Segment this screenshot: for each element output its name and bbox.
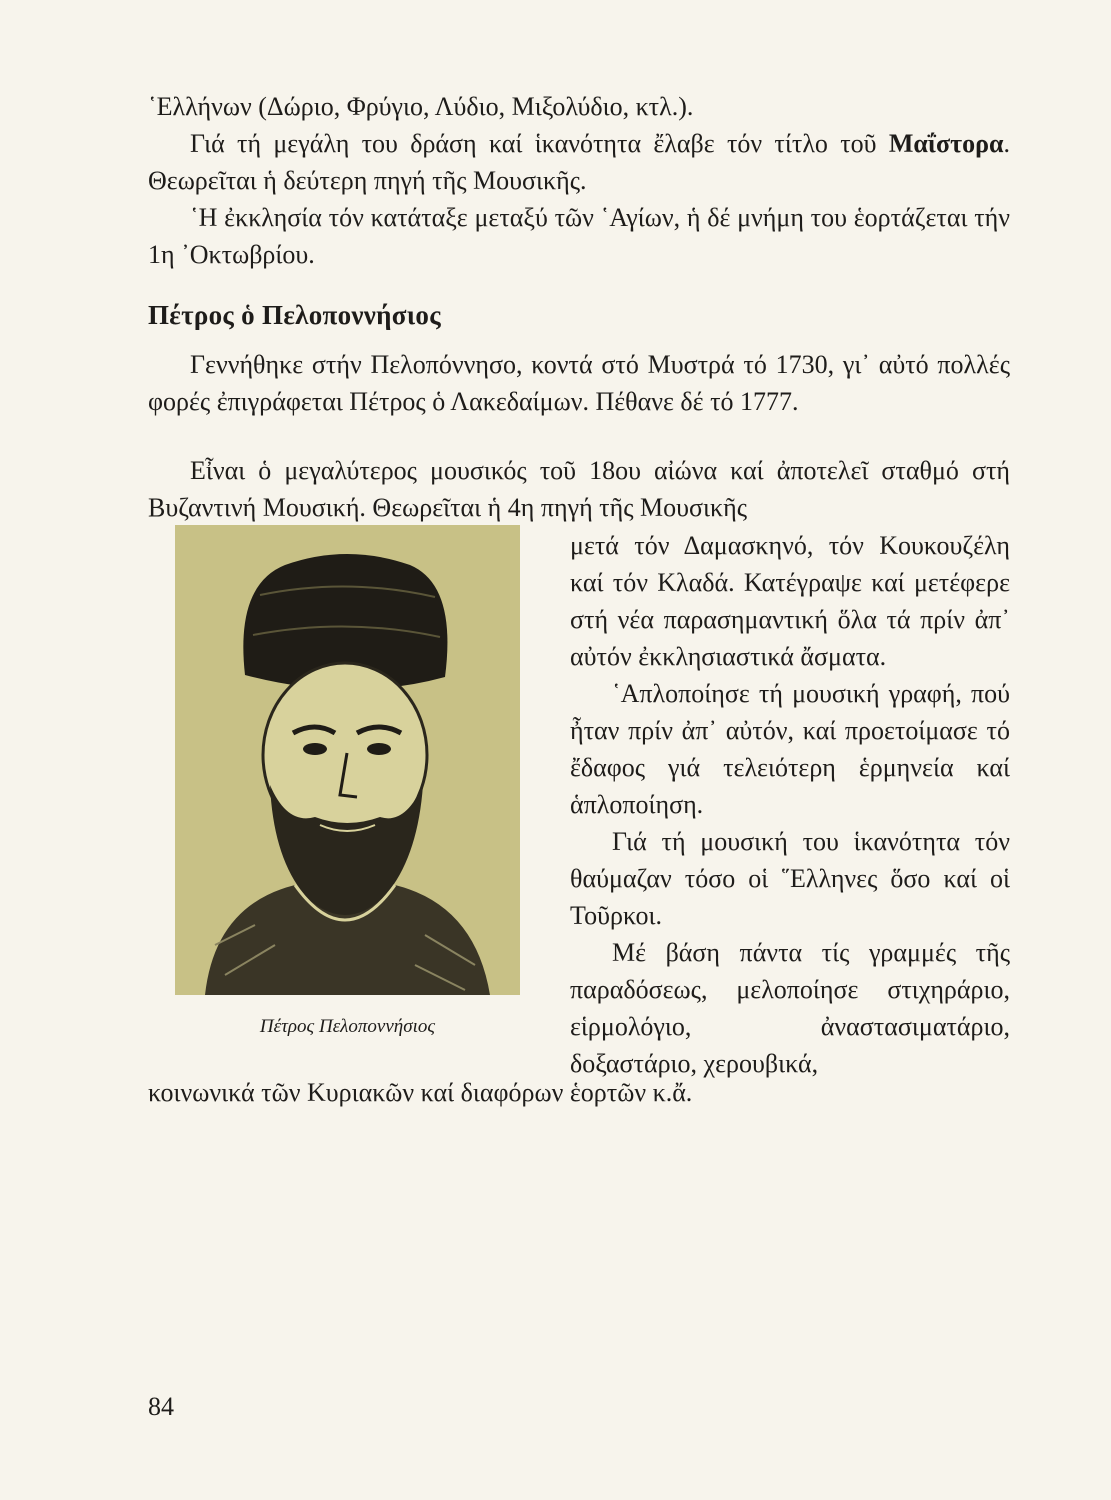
portrait-image	[175, 525, 520, 995]
bio-text: Γεννήθηκε στήν Πελοπόννησο, κοντά στό Μυστρά τό 1730, γι᾿ αὐτό πολλές φορές ἐπιγράφεται Πέτρος ὁ Λακεδαίμων. Πέθανε δέ τό 1777.	[148, 350, 1010, 416]
column-paragraph-2: ῾Απλοποίησε τή μουσική γραφή, πού ἦταν πρίν ἀπ᾿ αὐτόν, καί προετοίμασε τό ἔδαφος γιά τελειότερη ἑρμηνεία καί ἁπλοποίηση.	[570, 679, 1010, 819]
portrait-drawing	[175, 525, 520, 995]
master-title: Μαΐστορα	[888, 129, 1004, 158]
column-paragraph-1: μετά τόν Δαμασκηνό, τόν Κουκουζέλη καί τόν Κλαδά. Κατέγραψε καί μετέφερε στή νέα παρασημαντική ὅλα τά πρίν ἀπ᾿ αὐτόν ἐκκλησιαστικά ἄσματα.	[570, 531, 1010, 671]
page-number: 84	[148, 1392, 174, 1421]
intro-line-modes: ῾Ελλήνων (Δώριο, Φρύγιο, Λύδιο, Μιξολύδιο, κτλ.).	[148, 92, 694, 121]
column-paragraph-3: Γιά τή μουσική του ἱκανότητα τόν θαύμαζαν τόσο οἱ ῞Ελληνες ὅσο καί οἱ Τοῦρκοι.	[570, 827, 1010, 930]
greatest-text: Εἶναι ὁ μεγαλύτερος μουσικός τοῦ 18ου αἰώνα καί ἀποτελεῖ σταθμό στή Βυζαντινή Μουσική. Θεωρεῖται ἡ 4η πηγή τῆς Μουσικῆς	[148, 456, 1010, 522]
intro-line-title	[148, 125, 1010, 199]
closing-line: κοινωνικά τῶν Κυριακῶν καί διαφόρων ἑορτῶν κ.ἄ.	[148, 1078, 693, 1107]
intro-title-text: Γιά τή μεγάλη του δράση καί ἱκανότητα ἔλαβε τόν τίτλο τοῦ	[190, 129, 889, 158]
intro-source-text: . Θεωρεῖται ἡ δεύτερη πηγή τῆς Μουσικῆς.	[148, 129, 1010, 195]
column-paragraph-4: Μέ βάση πάντα τίς γραμμές τῆς παραδόσεως, μελοποίησε στιχηράριο, εἱρμολόγιο, ἀναστασιματάριο, δοξαστάριο, χερουβικά,	[570, 938, 1010, 1078]
section-title: Πέτρος ὁ Πελοποννήσιος	[148, 300, 441, 330]
right-column	[570, 527, 1010, 1082]
portrait-caption: Πέτρος Πελοποννήσιος	[259, 1016, 436, 1037]
intro-paragraphs	[148, 88, 1010, 273]
intro-line-saints: ῾Η ἐκκλησία τόν κατάταξε μεταξύ τῶν ῾Αγίων, ἡ δέ μνήμη του ἑορτάζεται τήν 1η ᾿Οκτωβρίου.	[148, 203, 1010, 269]
bio-paragraph	[148, 346, 1010, 420]
greatest-paragraph	[148, 452, 1010, 526]
